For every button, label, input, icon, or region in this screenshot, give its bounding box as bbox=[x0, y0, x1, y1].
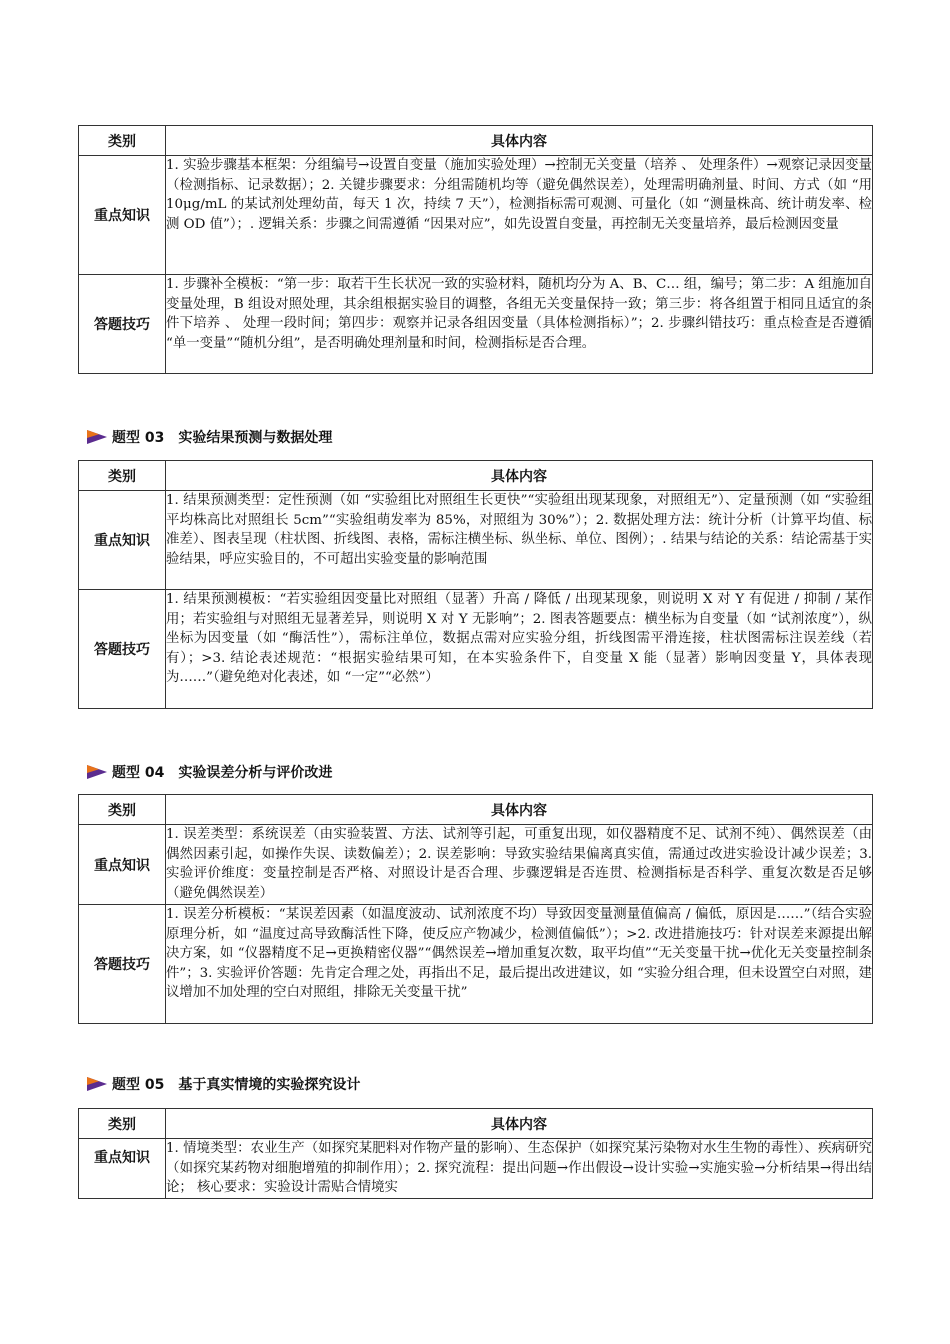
header-content: 具体内容 bbox=[166, 126, 873, 156]
row-label-skills: 答题技巧 bbox=[79, 590, 166, 709]
row-content-knowledge: 1. 实验步骤基本框架：分组编号→设置自变量（施加实验处理）→控制无关变量（培养 、 处理条件）→观察记录因变量（检测指标、记录数据）；2. 关键步骤要求：分组需随机均等（避免偶然误差），处理需明确剂量、时间、方式（如 “用 10μg/mL 的某试剂处理幼苗，每天 1 次，持续 7 天”），检测指标需可观测、可量化（如 “测量株高、统计萌发率、检测 OD 值”）；. 逻辑关系：步骤之间需遵循 “因果对应”，如先设置自变量，再控制无关变量培养，最后检测因变量 bbox=[166, 156, 873, 275]
row-label-skills: 答题技巧 bbox=[79, 905, 166, 1024]
section-number: 题型 04 bbox=[112, 765, 165, 781]
row-content-knowledge: 1. 结果预测类型：定性预测（如 “实验组比对照组生长更快”“实验组出现某现象，对照组无”）、定量预测（如 “实验组平均株高比对照组长 5cm”“实验组萌发率为 85%，对照组为 30%”）；2. 数据处理方法：统计分析（计算平均值、标准差）、图表呈现（柱状图、折线图、表格，需标注横坐标、纵坐标、单位、图例）；. 结果与结论的关系：结论需基于实验结果，呼应实验目的，不可超出实验变量的影响范围 bbox=[166, 491, 873, 590]
table-row bbox=[79, 491, 873, 590]
section-number: 题型 03 bbox=[112, 430, 165, 446]
section-heading-04 bbox=[86, 762, 332, 782]
header-category: 类别 bbox=[79, 461, 166, 491]
row-label-skills: 答题技巧 bbox=[79, 275, 166, 374]
triangle-flag-icon bbox=[86, 764, 108, 780]
header-content: 具体内容 bbox=[166, 795, 873, 825]
header-category: 类别 bbox=[79, 126, 166, 156]
section-heading-03 bbox=[86, 427, 332, 447]
section-number: 题型 05 bbox=[112, 1077, 165, 1093]
section-heading-05 bbox=[86, 1074, 360, 1094]
table-experiment-steps bbox=[78, 125, 873, 374]
triangle-flag-icon bbox=[86, 1076, 108, 1092]
row-label-knowledge: 重点知识 bbox=[79, 491, 166, 590]
section-title: 基于真实情境的实验探究设计 bbox=[178, 1077, 361, 1093]
header-category: 类别 bbox=[79, 1109, 166, 1139]
row-label-knowledge: 重点知识 bbox=[79, 1139, 166, 1199]
table-result-prediction bbox=[78, 460, 873, 709]
triangle-flag-icon bbox=[86, 429, 108, 445]
row-content-knowledge: 1. 情境类型：农业生产（如探究某肥料对作物产量的影响）、生态保护（如探究某污染物对水生生物的毒性）、疾病研究（如探究某药物对细胞增殖的抑制作用）；2. 探究流程：提出问题→作出假设→设计实验→实施实验→分析结果→得出结论； 核心要求：实验设计需贴合情境实 bbox=[166, 1139, 873, 1199]
header-content: 具体内容 bbox=[166, 461, 873, 491]
section-title: 实验结果预测与数据处理 bbox=[178, 430, 333, 446]
table-row bbox=[79, 590, 873, 709]
row-label-knowledge: 重点知识 bbox=[79, 156, 166, 275]
row-content-skills: 1. 步骤补全模板：“第一步：取若干生长状况一致的实验材料，随机均分为 A、B、C… 组，编号；第二步：A 组施加自变量处理，B 组设对照处理，其余组根据实验目的调整，各组无关变量保持一致；第三步：将各组置于相同且适宜的条件下培养 、 处理一段时间；第四步：观察并记录各组因变量（具体检测指标）”；2. 步骤纠错技巧：重点检查是否遵循 “单一变量”“随机分组”，是否明确处理剂量和时间，检测指标是否合理。 bbox=[166, 275, 873, 374]
row-content-knowledge: 1. 误差类型：系统误差（由实验装置、方法、试剂等引起，可重复出现，如仪器精度不足、试剂不纯）、偶然误差（由偶然因素引起，如操作失误、读数偏差）；2. 误差影响：导致实验结果偏离真实值，需通过改进实验设计减少误差；3. 实验评价维度：变量控制是否严格、对照设计是否合理、步骤逻辑是否连贯、检测指标是否科学、重复次数是否足够（避免偶然误差） bbox=[166, 825, 873, 905]
header-category: 类别 bbox=[79, 795, 166, 825]
table-header-row bbox=[79, 795, 873, 825]
table-row bbox=[79, 825, 873, 905]
table-header-row bbox=[79, 1109, 873, 1139]
row-content-skills: 1. 结果预测模板：“若实验组因变量比对照组（显著）升高 / 降低 / 出现某现象，则说明 X 对 Y 有促进 / 抑制 / 某作用；若实验组与对照组无显著差异，则说明 X 对 Y 无影响”；2. 图表答题要点：横坐标为自变量（如 “试剂浓度”），纵坐标为因变量（如 “酶活性”），需标注单位，数据点需对应实验分组，折线图需平滑连接，柱状图需标注误差线（若有）；>3. 结论表述规范：“根据实验结果可知，在本实验条件下，自变量 X 能（显著）影响因变量 Y，具体表现为……”（避免绝对化表述，如 “一定”“必然”） bbox=[166, 590, 873, 709]
section-title: 实验误差分析与评价改进 bbox=[178, 765, 333, 781]
table-row bbox=[79, 905, 873, 1024]
row-label-knowledge: 重点知识 bbox=[79, 825, 166, 905]
table-error-analysis bbox=[78, 794, 873, 1024]
table-row bbox=[79, 156, 873, 275]
table-real-context-design bbox=[78, 1108, 873, 1199]
table-row bbox=[79, 275, 873, 374]
row-content-skills: 1. 误差分析模板：“某误差因素（如温度波动、试剂浓度不均）导致因变量测量值偏高 / 偏低，原因是……”（结合实验原理分析，如 “温度过高导致酶活性下降，使反应产物减少，检测值偏低”）；>2. 改进措施技巧：针对误差来源提出解决方案，如 “仪器精度不足→更换精密仪器”“偶然误差→增加重复次数，取平均值”“无关变量干扰→优化无关变量控制条件”；3. 实验评价答题：先肯定合理之处，再指出不足，最后提出改进建议，如 “实验分组合理，但未设置空白对照，建议增加不加处理的空白对照组，排除无关变量干扰” bbox=[166, 905, 873, 1024]
table-header-row bbox=[79, 126, 873, 156]
header-content: 具体内容 bbox=[166, 1109, 873, 1139]
table-row bbox=[79, 1139, 873, 1199]
table-header-row bbox=[79, 461, 873, 491]
